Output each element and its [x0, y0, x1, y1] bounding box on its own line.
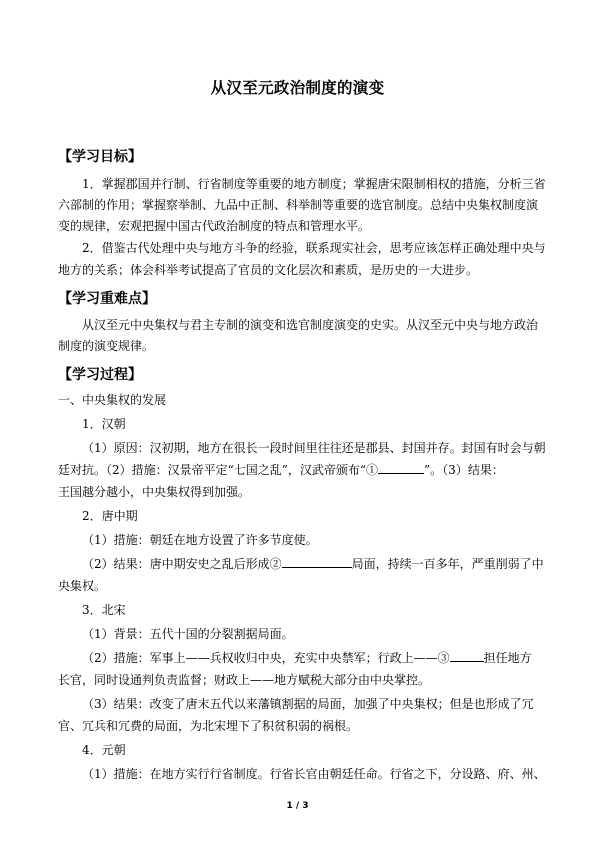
text-line-with-blank — [58, 462, 504, 478]
text-line: 地方的关系；体会科举考试提高了官员的文化层次和素质，是历史的一大进步。 — [58, 263, 479, 277]
text-line: （1）原因：汉初期，地方在很长一段时间里往往还是郡县、封国并存。封国有时会与朝 — [82, 441, 546, 455]
subsection-song: 3．北宋 — [82, 603, 126, 617]
text-segment: ”。（3）结果： — [424, 463, 504, 477]
fill-in-blank-3[interactable] — [450, 650, 484, 662]
text-line: 制度的演变规律。 — [58, 339, 155, 353]
section-heading-key-points: 【学习重难点】 — [58, 291, 156, 307]
text-line-with-blank — [82, 556, 544, 572]
text-line: 六部制的作用；掌握察举制、九品中正制、科举制等重要的选官制度。总结中央集权制度演 — [58, 198, 539, 212]
text-line: 央集权。 — [58, 579, 107, 593]
text-line-with-blank — [82, 650, 532, 666]
text-line: 官、冗兵和冗费的局面，为北宋埋下了积贫积弱的祸根。 — [58, 719, 359, 733]
text-line: 长官，同时设通判负责监督；财政上——地方赋税大部分由中央掌控。 — [58, 673, 431, 687]
text-segment: （2）结果：唐中期安史之乱后形成② — [82, 557, 282, 571]
subsection-yuan: 4．元朝 — [82, 743, 126, 757]
text-line: 1．掌握郡国并行制、行省制度等重要的地方制度；掌握唐宋限制相权的措施，分析三省 — [82, 177, 546, 191]
text-line: （3）结果：改变了唐末五代以来藩镇割据的局面，加强了中央集权；但是也形成了冗 — [82, 697, 534, 711]
fill-in-blank-1[interactable] — [378, 462, 424, 474]
text-line: 王国越分越小，中央集权得到加强。 — [58, 485, 251, 499]
text-line: 变的规律，宏观把握中国古代政治制度的特点和管理水平。 — [58, 219, 371, 233]
section-heading-goals: 【学习目标】 — [58, 149, 142, 165]
text-segment: （2）措施：军事上——兵权收归中央，充实中央禁军；行政上——③ — [82, 651, 450, 665]
text-segment: 担任地方 — [483, 651, 532, 665]
text-line: （1）背景：五代十国的分裂割据局面。 — [82, 627, 294, 641]
subsection-tang: 2．唐中期 — [82, 509, 138, 523]
page-number: 1 / 3 — [286, 801, 309, 811]
text-line: （1）措施：在地方实行行省制度。行省长官由朝廷任命。行省之下，分设路、府、州、 — [82, 767, 546, 781]
text-line: 从汉至元中央集权与君主专制的演变和选官制度演变的史实。从汉至元中央与地方政治 — [82, 318, 539, 332]
text-line: 2．借鉴古代处理中央与地方斗争的经验，联系现实社会，思考应该怎样正确处理中央与 — [82, 241, 546, 255]
subsection-han: 1．汉朝 — [82, 417, 126, 431]
fill-in-blank-2[interactable] — [282, 556, 352, 568]
part-heading: 一、中央集权的发展 — [58, 393, 167, 407]
section-heading-process: 【学习过程】 — [58, 367, 142, 383]
text-segment: 局面，持续一百多年，严重削弱了中 — [351, 557, 544, 571]
text-line: （1）措施：朝廷在地方设置了许多节度使。 — [82, 533, 318, 547]
text-segment: 廷对抗。（2）措施：汉景帝平定“七国之乱”，汉武帝颁布“① — [58, 463, 379, 477]
page-title: 从汉至元政治制度的演变 — [210, 79, 385, 97]
